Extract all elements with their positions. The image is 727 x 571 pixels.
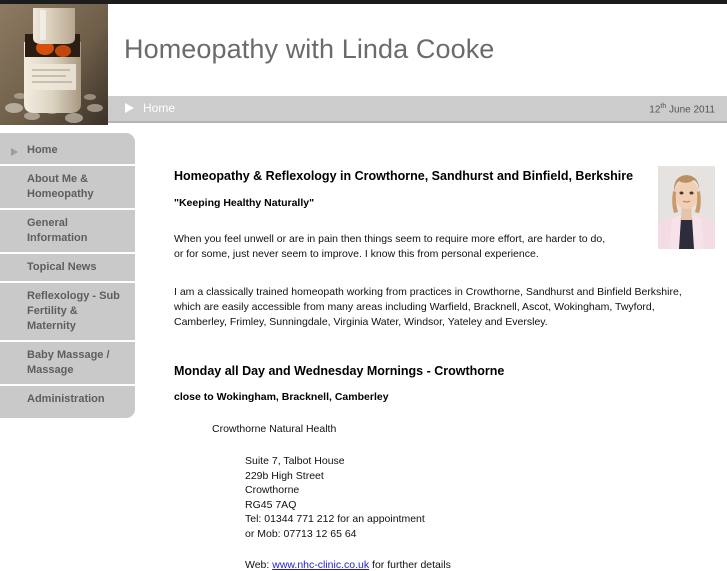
breadcrumb[interactable] [125, 101, 175, 115]
page-title: Homeopathy & Reflexology in Crowthorne, Sandhurst and Binfield, Berkshire [174, 169, 634, 183]
play-arrow-icon [125, 103, 134, 113]
sidebar-item-label: Topical News [27, 261, 97, 273]
sidebar-item-about-me-homeopathy[interactable] [0, 166, 135, 210]
portrait-illustration [658, 166, 715, 249]
sidebar-item-baby-massage-massage[interactable] [0, 342, 135, 386]
sidebar-item-label: About Me & Homeopathy [27, 173, 94, 200]
address-line: Crowthorne [245, 484, 300, 496]
clinic-website-link[interactable]: www.nhc-clinic.co.uk [272, 559, 370, 571]
active-arrow-icon [11, 148, 18, 156]
header-banner-image [0, 4, 108, 125]
sidebar-item-label: Administration [27, 393, 105, 405]
clinic-name: Crowthorne Natural Health [212, 423, 337, 435]
address-line: 229b High Street [245, 469, 324, 482]
sidebar-item-label: Home [27, 144, 58, 156]
clinic-hours-heading: Monday all Day and Wednesday Mornings - Crowthorne [174, 364, 505, 378]
web-label: Web: [245, 559, 273, 571]
address-line: Tel: 01344 771 212 for an appointment [245, 513, 425, 525]
site-title: Homeopathy with Linda Cooke [124, 34, 495, 64]
sidebar-item-label: General Information [27, 217, 88, 244]
breadcrumb-bar [108, 96, 727, 123]
page-tagline: "Keeping Healthy Naturally" [174, 197, 315, 209]
web-suffix: for further details [369, 559, 451, 571]
main-content [174, 133, 727, 571]
sidebar-navigation [0, 133, 135, 418]
intro-paragraph: When you feel unwell or are in pain then things seem to require more effort, are harder to do, or for some, just never seem to improve. I know this from personal experience. [174, 233, 606, 260]
practitioner-portrait-photo [658, 166, 715, 249]
address-line: or Mob: 07713 12 65 64 [245, 527, 357, 540]
clinic-location-subheading: close to Wokingham, Bracknell, Camberley [174, 391, 389, 403]
about-paragraph: I am a classically trained homeopath working from practices in Crowthorne, Sandhurst and Binfield Berkshire, which are easily accessible from many areas including Warfield, Bracknell, Ascot, Wokingham, Twyford, Camberley, Frimley, Sunningdale, Virginia Water, Windsor, Yateley and Eversley. [174, 286, 682, 328]
sidebar-item-home[interactable] [0, 137, 135, 166]
sidebar-item-label: Baby Massage / Massage [27, 349, 110, 376]
clinic-website-line [245, 559, 727, 571]
current-date [649, 103, 715, 115]
clinic-address [245, 454, 727, 541]
sidebar-item-reflexology-sub-fertility-maternity[interactable] [0, 283, 135, 342]
breadcrumb-current-page: Home [143, 101, 176, 115]
sidebar-item-label: Reflexology - Sub Fertility & Maternity [27, 290, 120, 332]
date-month-year: June 2011 [666, 104, 715, 116]
remedy-bottle-illustration [0, 4, 108, 125]
address-line: Suite 7, Talbot House [245, 455, 345, 467]
date-day: 12 [649, 104, 661, 116]
date-ordinal-suffix: th [660, 103, 667, 110]
sidebar-item-general-information[interactable] [0, 210, 135, 254]
sidebar-item-topical-news[interactable] [0, 254, 135, 283]
sidebar-item-administration[interactable] [0, 386, 135, 413]
address-line: RG45 7AQ [245, 498, 297, 511]
